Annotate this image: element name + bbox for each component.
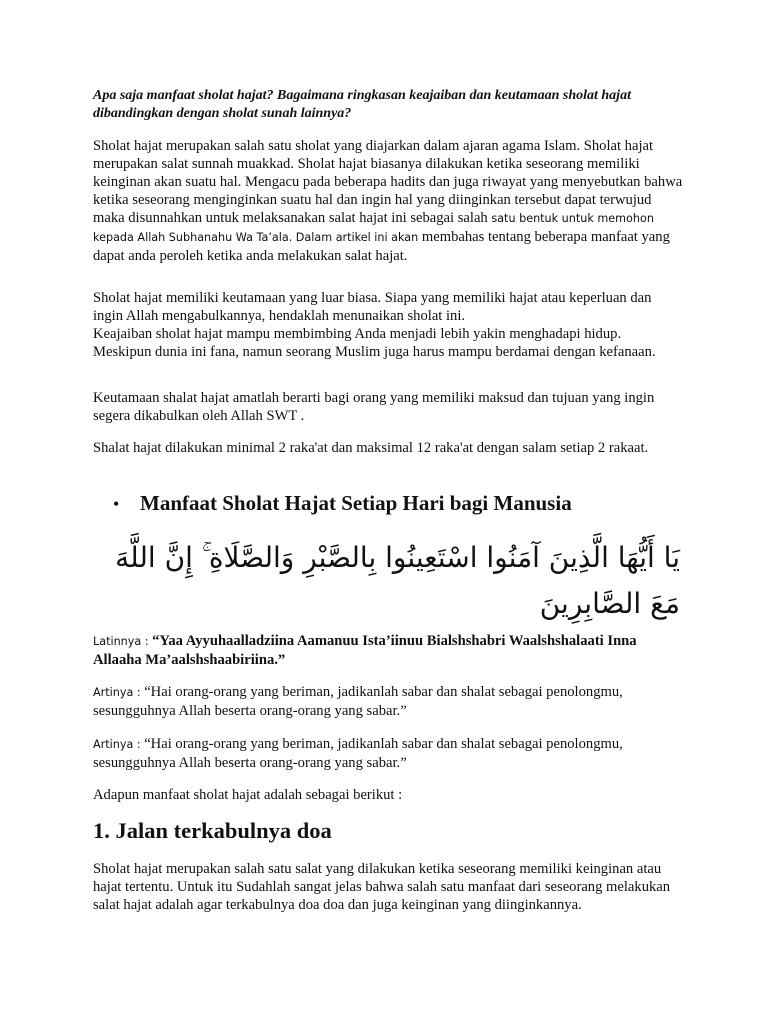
latin-transliteration bbox=[93, 632, 683, 669]
latin-label: Latinnya : bbox=[93, 635, 153, 648]
paragraph-keutamaan-line1: Sholat hajat memiliki keutamaan yang luar biasa. Siapa yang memiliki hajat atau keperluan dan ingin Allah mengabulkannya, hendaklah menunaikan sholat ini. bbox=[93, 290, 652, 324]
artinya-label-1: Artinya : bbox=[93, 686, 145, 699]
translation-2 bbox=[93, 735, 683, 772]
translation-1-text: “Hai orang-orang yang beriman, jadikanlah sabar dan shalat sebagai penolongmu, sesungguhnya Allah beserta orang-orang yang sabar.” bbox=[93, 684, 623, 719]
paragraph-intro-part-c: membahas tentang beberapa manfaat yang dapat anda peroleh ketika anda melakukan salat hajat. bbox=[93, 229, 670, 264]
latin-text: “Yaa Ayyuhaalladziina Aamanuu Ista’iinuu Bialshshabri Waalshshalaati Inna Allaaha Ma’aalshshaabiriina.” bbox=[93, 633, 637, 668]
bullet-heading: Manfaat Sholat Hajat Setiap Hari bagi Manusia bbox=[140, 491, 572, 515]
paragraph-intro-part-a: Sholat hajat merupakan salah satu sholat yang diajarkan dalam ajaran agama Islam. Sholat hajat merupakan salat sunnah muakkad. Sholat hajat biasanya dilakukan ketika seseorang memiliki keinginan akan suatu hal. Mengacu pada beberapa hadits dan juga riwayat yang menyebutkan bahwa ketika seseorang menginginkan suatu hal dan ingin hal yang diinginkan tersebut dapat terwujud maka disunnahkan untuk melaksanakan salat hajat ini sebagai salah bbox=[93, 138, 683, 226]
arabic-verse: يَا أَيُّهَا الَّذِينَ آمَنُوا اسْتَعِينُوا بِالصَّبْرِ وَالصَّلَاةِ ۚ إِنَّ اللَّهَ مَعَ الصَّابِرِينَ bbox=[115, 541, 680, 620]
paragraph-keutamaan-line2: Keajaiban sholat hajat mampu membimbing Anda menjadi lebih yakin menghadapi hidup. Meskipun dunia ini fana, namun seorang Muslim juga harus mampu berdamai dengan kefanaan. bbox=[93, 326, 656, 360]
paragraph-intro-part-b: satu bentuk untuk memohon kepada Allah Subhanahu Wa Ta’ala. Dalam artikel ini akan bbox=[93, 212, 654, 244]
translation-2-text: “Hai orang-orang yang beriman, jadikanlah sabar dan shalat sebagai penolongmu, sesungguhnya Allah beserta orang-orang yang sabar.” bbox=[93, 736, 623, 771]
section1-body: Sholat hajat merupakan salah satu salat yang dilakukan ketika seseorang memiliki keinginan atau hajat tertentu. Untuk itu Sudahlah sangat jelas bahwa salah satu manfaat dari seseorang melakukan salat hajat adalah agar terkabulnya doa doa dan juga keinginan yang diinginkannya. bbox=[93, 861, 671, 913]
translation-1 bbox=[93, 683, 683, 720]
paragraph-intro bbox=[93, 137, 683, 265]
section1-heading: 1. Jalan terkabulnya doa bbox=[93, 818, 332, 843]
paragraph-keutamaan bbox=[93, 289, 683, 361]
bullet-heading-row bbox=[113, 490, 713, 516]
paragraph-shalat-hajat-berarti: Keutamaan shalat hajat amatlah berarti bagi orang yang memiliki maksud dan tujuan yang ingin segera dikabulkan oleh Allah SWT . bbox=[93, 390, 655, 424]
artinya-label-2: Artinya : bbox=[93, 738, 145, 751]
bullet-icon: • bbox=[113, 494, 120, 514]
paragraph-rakaat: Shalat hajat dilakukan minimal 2 raka'at dan maksimal 12 raka'at dengan salam setiap 2 rakaat. bbox=[93, 440, 649, 456]
intro-question: Apa saja manfaat sholat hajat? Bagaimana ringkasan keajaiban dan keutamaan sholat hajat dibandingkan dengan sholat sunah lainnya? bbox=[93, 88, 631, 121]
paragraph-adapun: Adapun manfaat sholat hajat adalah sebagai berikut : bbox=[93, 787, 403, 803]
